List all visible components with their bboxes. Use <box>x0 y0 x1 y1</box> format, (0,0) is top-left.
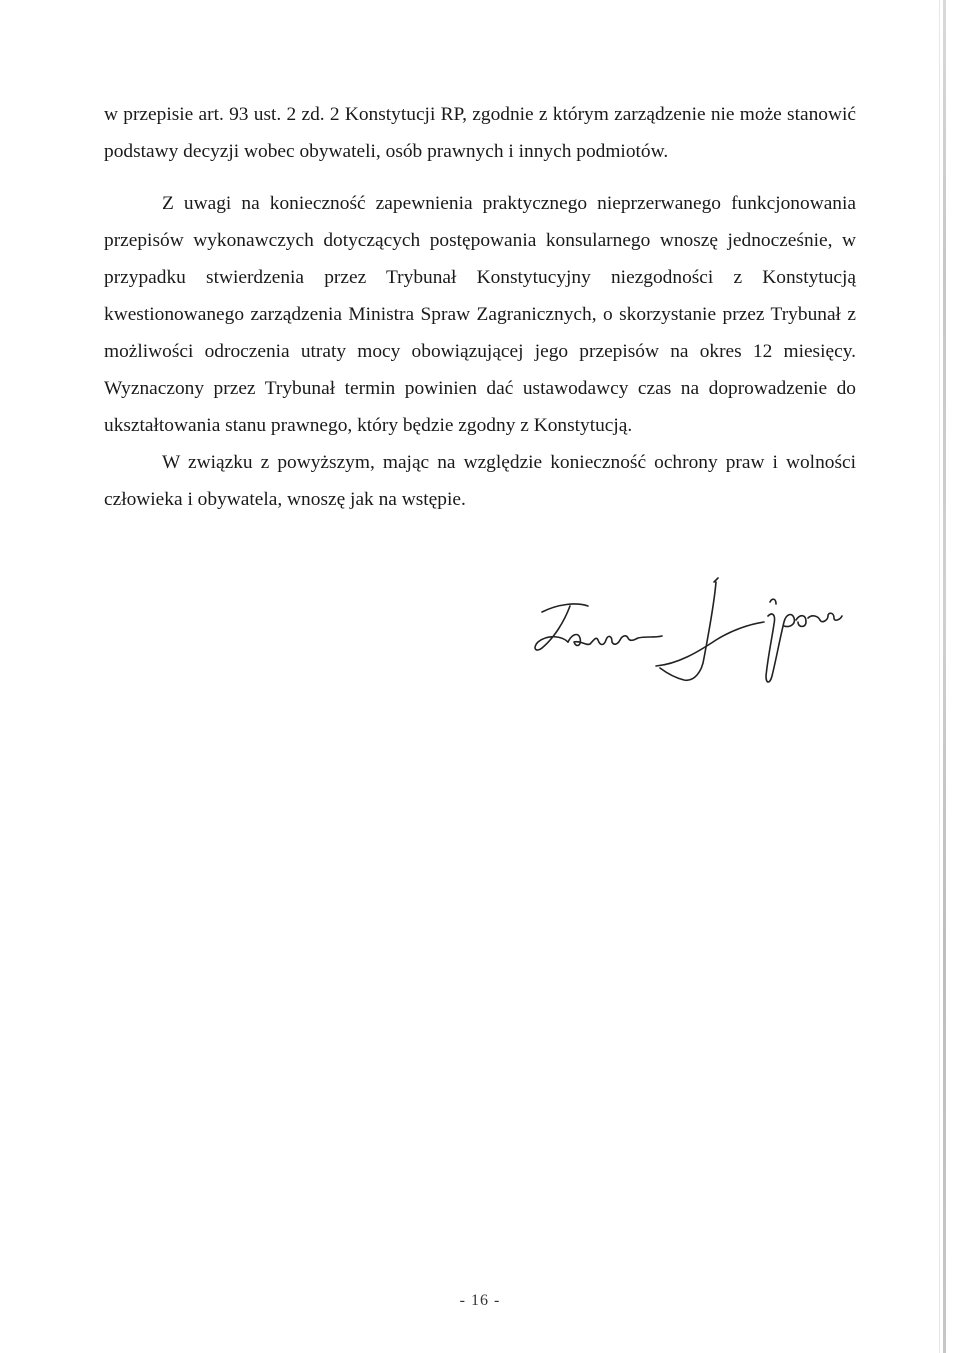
paragraph-continuation: w przepisie art. 93 ust. 2 zd. 2 Konstytucji RP, zgodnie z którym zarządzenie nie może stanowić podstawy decyzji wobec obywateli, osób prawnych i innych podmiotów. <box>104 104 856 162</box>
page-number: - 16 - <box>459 1292 501 1309</box>
handwritten-signature <box>528 576 858 696</box>
document-body <box>104 96 856 518</box>
paragraph-motion: Z uwagi na konieczność zapewnienia praktycznego nieprzerwanego funkcjonowania przepisów wykonawczych dotyczących postępowania konsularnego wnoszę jednocześnie, w przypadku stwierdzenia przez Trybunał Konstytucyjny niezgodności z Konstytucją kwestionowanego zarządzenia Ministra Spraw Zagranicznych, o skorzystanie przez Trybunał z możliwości odroczenia utraty mocy obowiązującej jego przepisów na okres 12 miesięcy. Wyznaczony przez Trybunał termin powinien dać ustawodawcy czas na doprowadzenie do ukształtowania stanu prawnego, który będzie zgodny z Konstytucją. <box>104 193 856 436</box>
scan-edge-artifact-secondary <box>939 0 940 1353</box>
paragraph-conclusion: W związku z powyższym, mając na względzie konieczność ochrony praw i wolności człowieka i obywatela, wnoszę jak na wstępie. <box>104 452 856 510</box>
scan-edge-artifact <box>943 0 946 1353</box>
